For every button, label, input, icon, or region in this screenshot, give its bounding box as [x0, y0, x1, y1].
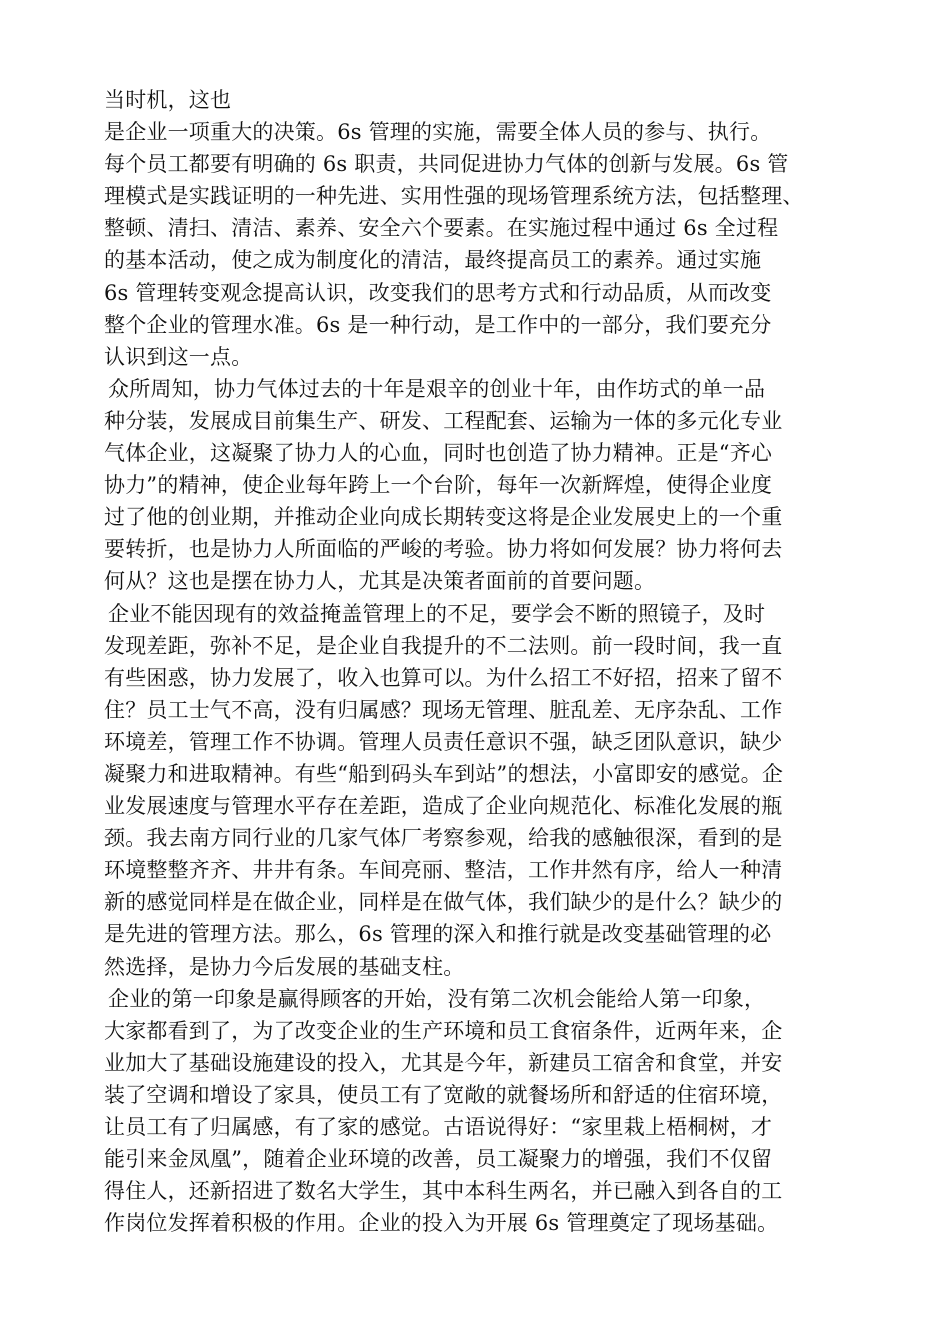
text-line: 种分装，发展成目前集生产、研发、工程配套、运输为一体的多元化专业	[104, 408, 783, 433]
text-line: 环境整整齐齐、井井有条。车间亮丽、整洁，工作井然有序，给人一种清	[104, 858, 783, 883]
text-line: 每个员工都要有明确的 6s 职责，共同促进协力气体的创新与发展。6s 管	[104, 152, 789, 177]
text-line: 是先进的管理方法。那么，6s 管理的深入和推行就是改变基础管理的必	[104, 922, 772, 947]
text-line: 业加大了基础设施建设的投入，尤其是今年，新建员工宿舍和食堂，并安	[104, 1050, 783, 1075]
document-body	[104, 84, 884, 1239]
text-line: 整顿、清扫、清洁、素养、安全六个要素。在实施过程中通过 6s 全过程	[104, 216, 779, 241]
text-line: 然选择，是协力今后发展的基础支柱。	[104, 954, 465, 979]
text-line: 得住人，还新招进了数名大学生，其中本科生两名，并已融入到各自的工	[104, 1179, 783, 1204]
text-line: 协力”的精神，使企业每年跨上一个台阶，每年一次新辉煌，使得企业度	[104, 473, 773, 498]
text-line: 颈。我去南方同行业的几家气体厂考察参观，给我的感触很深，看到的是	[104, 826, 783, 851]
text-line: 的基本活动，使之成为制度化的清洁，最终提高员工的素养。通过实施	[104, 248, 762, 273]
text-line: 整个企业的管理水准。6s 是一种行动，是工作中的一部分，我们要充分	[104, 312, 772, 337]
text-line: 要转折，也是协力人所面临的严峻的考验。协力将如何发展？协力将何去	[104, 537, 783, 562]
paragraph-start-line: 企业的第一印象是赢得顾客的开始，没有第二次机会能给人第一印象，	[108, 986, 766, 1011]
paragraph-start-line: 众所周知，协力气体过去的十年是艰辛的创业十年，由作坊式的单一品	[108, 376, 766, 401]
text-line: 装了空调和增设了家具，使员工有了宽敞的就餐场所和舒适的住宿环境，	[104, 1082, 783, 1107]
text-line: 何从？这也是摆在协力人，尤其是决策者面前的首要问题。	[104, 569, 656, 594]
text-line: 认识到这一点。	[104, 344, 253, 369]
text-line: 理模式是实践证明的一种先进、实用性强的现场管理系统方法，包括整理、	[104, 184, 804, 209]
text-line: 凝聚力和进取精神。有些“船到码头车到站”的想法，小富即安的感觉。企	[104, 761, 784, 786]
text-line: 过了他的创业期，并推动企业向成长期转变这将是企业发展史上的一个重	[104, 505, 783, 530]
text-line: 发现差距，弥补不足，是企业自我提升的不二法则。前一段时间，我一直	[104, 633, 783, 658]
text-line: 作岗位发挥着积极的作用。企业的投入为开展 6s 管理奠定了现场基础。	[104, 1211, 779, 1236]
text-line: 当时机，这也	[104, 88, 232, 112]
text-line: 气体企业，这凝聚了协力人的心血，同时也创造了协力精神。正是“齐心	[104, 441, 773, 466]
text-line: 业发展速度与管理水平存在差距，造成了企业向规范化、标准化发展的瓶	[104, 794, 783, 819]
text-line: 大家都看到了，为了改变企业的生产环境和员工食宿条件，近两年来，企	[104, 1018, 783, 1043]
text-line: 有些困惑，协力发展了，收入也算可以。为什么招工不好招，招来了留不	[104, 665, 783, 690]
text-line: 6s 管理转变观念提高认识，改变我们的思考方式和行动品质，从而改变	[104, 280, 772, 305]
text-line: 是企业一项重大的决策。6s 管理的实施，需要全体人员的参与、执行。	[104, 120, 772, 145]
text-line: 环境差，管理工作不协调。管理人员责任意识不强，缺乏团队意识，缺少	[104, 729, 783, 754]
text-line: 住？员工士气不高，没有归属感？现场无管理、脏乱差、无序杂乱、工作	[104, 697, 783, 722]
text-line: 新的感觉同样是在做企业，同样是在做气体，我们缺少的是什么？缺少的	[104, 890, 783, 915]
paragraph-start-line: 企业不能因现有的效益掩盖管理上的不足，要学会不断的照镜子，及时	[108, 601, 766, 626]
text-line: 能引来金凤凰”，随着企业环境的改善，员工凝聚力的增强，我们不仅留	[104, 1147, 773, 1172]
text-line: 让员工有了归属感，有了家的感觉。古语说得好：“家里栽上梧桐树，才	[104, 1115, 773, 1139]
